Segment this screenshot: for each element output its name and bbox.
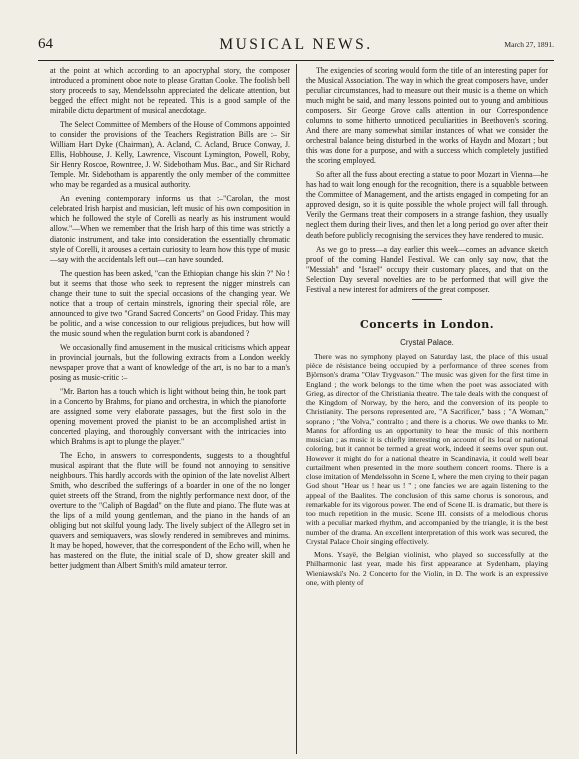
- header-rule: [38, 60, 554, 61]
- masthead-title: MUSICAL NEWS.: [219, 36, 373, 53]
- left-column: [50, 66, 290, 576]
- paragraph-select-committee: The Select Committee of Members of the House of Commons appointed to consider the provisions of the Teachers Registration Bills are :– Sir William Hart Dyke (Chairman), A. Acland, C. Acland, Bruce Conway, J. Ellis, Hobhouse, J. Kelly, Lawrence, Viscount Lymington, Powell, Roby, Sir Henry Roscoe, Rowntree, J. W. Sidebotham Mus. Bac., and Sir Richard Temple. Mr. Sidebotham is apparently the only member of the committee who may be regarded as a musical authority.: [50, 120, 290, 190]
- right-column: [306, 66, 548, 591]
- paragraph-scoring: The exigencies of scoring would form the title of an interesting paper for the Musical Association. The way in which the great composers have, under peculiar circumstances, had to measure out their music is a theme on which much might be said, and many lessons pointed out to young and ambitious composers. Sir George Grove calls attention in our Correspondence columns to some hitherto unnoticed peculiarities in Beethoven's scoring. And there are many somewhat similar instances of what we consider the orchestral balance being disturbed in the works of Haydn and Mozart ; but this was done for a purpose, and with a success which completely justified the scoring employed.: [306, 66, 548, 166]
- paragraph-minstrels: The question has been asked, "can the Ethiopian change his skin ?" No ! but it seems that those who seek to represent the nigger minstrels can change their tune to suit the special occasions of the changing year. We notice that a troup of certain minstrels, ignoring their special rôle, are announced to give two "Grand Sacred Concerts" on Good Friday. This may be politic, and a wise concession to our religious prejudices, but how will the music sound when the regulation burnt cork is abandoned ?: [50, 268, 290, 338]
- column-divider: [296, 64, 297, 754]
- paragraph-ysaye: Mons. Ysayë, the Belgian violinist, who played so successfully at the Philharmonic last year, made his first appearance at Sydenham, playing Wieniawski's No. 2 Concerto for the Violin, in D. The work is an expressive one, with plenty of: [306, 550, 548, 587]
- issue-date: March 27, 1891.: [504, 40, 554, 49]
- subsection-title-crystal-palace: Crystal Palace.: [400, 337, 454, 347]
- paragraph-barton-quote: "Mr. Barton has a touch which is light without being thin, he took part in a Concerto by Brahms, for piano and orchestra, in which the pianoforte are assigned some very elaborate passages, but the first solo in the opening movement proved the pianist to be an accomplished artist in concerted playing, and thoroughly conversant with the intricacies into which Brahms is apt to plunge the player.": [50, 386, 286, 447]
- paragraph-carolan-harpist: An evening contemporary informs us that :–"Carolan, the most celebrated Irish harpist and musician, left music of his own composition in which he followed the style of Corelli as nearly as his instrument would allow."—When we remember that the Irish harp of this time was strictly a diatonic instrument, and take into consideration the essentially chromatic style of Corelli, it arouses a certain curiosity to learn how this type of music—say with the accidentals left out—can have sounded.: [50, 194, 290, 264]
- section-title-concerts: Concerts in London.: [359, 317, 495, 331]
- paragraph-olav-trygvason: There was no symphony played on Saturday last, the place of this usual pièce de résistance being occupied by a performance of three scenes from Björnson's drama "Olav Trygvason." The music was given for the first time in England ; the work belongs to the time when the poet was associated with Grieg, as director of the Christiania theatre. The tale deals with the conquest of the Kingdom of Norway, by the hero, and the conversion of its people to Christianity. The persons represented are, "A Sacrificer," bass ; "A Woman," soprano ; "the Volva," contralto ; and there is a chorus. We owe thanks to Mr. Manns for affording us an opportunity to hear the music of this northern musician ; as music it is chiefly interesting on account of its local or national coloring, but it cannot be termed a great work, indeed it seems over spun out. However it might do for a national theatre in Scandinavia, it could well bear curtailment when presented in the more southern concert rooms. There is a close imitation of Mendelssohn in Scene I, where the men crying to their pagan God shout "Hear us ! hear us ! " ; one fancies we are again listening to the appeal of the Baalites. The conclusion of this same chorus is sonorous, and remarkable for its vigorous power. The end of Scene II. is dramatic, but there is too much repetition in the music. Scene III. consists of a melodious chorus with a peculiar marked rhythm, and accompanied by the triangle, it is the best number of the drama. An excellent interpretation of this work was secured, the Crystal Palace Choir singing effectively.: [306, 351, 548, 546]
- paragraph-mozart-statue: So after all the fuss about erecting a statue to poor Mozart in Vienna—he has had to wait long enough for the recognition, there is a squabble between the Committee of Management, and the artists engaged in competing for an approved design, so it is quite possible the whole project will fall through. Verily the Germans treat their composers in a strange fashion, they usually neglect them during their lives, and then let a long period go over after their death before publicly recognising the services they have rendered to music.: [306, 170, 548, 240]
- section-divider: [412, 299, 442, 300]
- paragraph-oboe-anecdote: at the point at which according to an apocryphal story, the composer introduced a prominent oboe note to please Grattan Cooke. The foolish bell story proceeds to say, Mendelssohn appreciated the delicate attention, but begged the effect might not be repeated. This is a good sample of the mirabile dictu department of musical anecdotage.: [50, 66, 290, 116]
- page-number: 64: [38, 36, 53, 52]
- paragraph-critics: We occasionally find amusement in the musical criticisms which appear in provincial journals, but the following extracts from a London weekly newspaper prove that a want of knowledge of the art, is no bar to a man's posing as music-critic :–: [50, 342, 290, 382]
- paragraph-echo-flute: The Echo, in answers to correspondents, suggests to a thoughtful musical aspirant that the flute will be found not annoying to sensitive neighbours. This hardly accords with the opinion of the late novelist Albert Smith, who described the sufferings of a boarder in one of the no longer quiet streets off the Strand, from the nightly performance next door, of the overture to the "Caliph of Bagdad" on the flute and piano. The flute was at the lips of a mild young gentleman, and the piano in the hands of an obliging but not skilful young lady. The lively subject of the Allegro set in quavers and semiquavers, was slowly rendered in semibreves and minims. It may be hoped, however, that the correspondent of the Echo will, when he has mastered on the flute, the initial scale of D, show greater skill and better judgment than Albert Smith's mild amateur terror.: [50, 451, 290, 571]
- page-header: [38, 36, 554, 58]
- paragraph-handel-festival: As we go to press—a day earlier this week—comes an advance sketch proof of the coming Handel Festival. We can only say now, that the "Messiah" and "Israel" occupy their customary places, and that on the Selection Day several novelties are to be performed that will give the Festival a new interest for admirers of the great composer.: [306, 244, 548, 294]
